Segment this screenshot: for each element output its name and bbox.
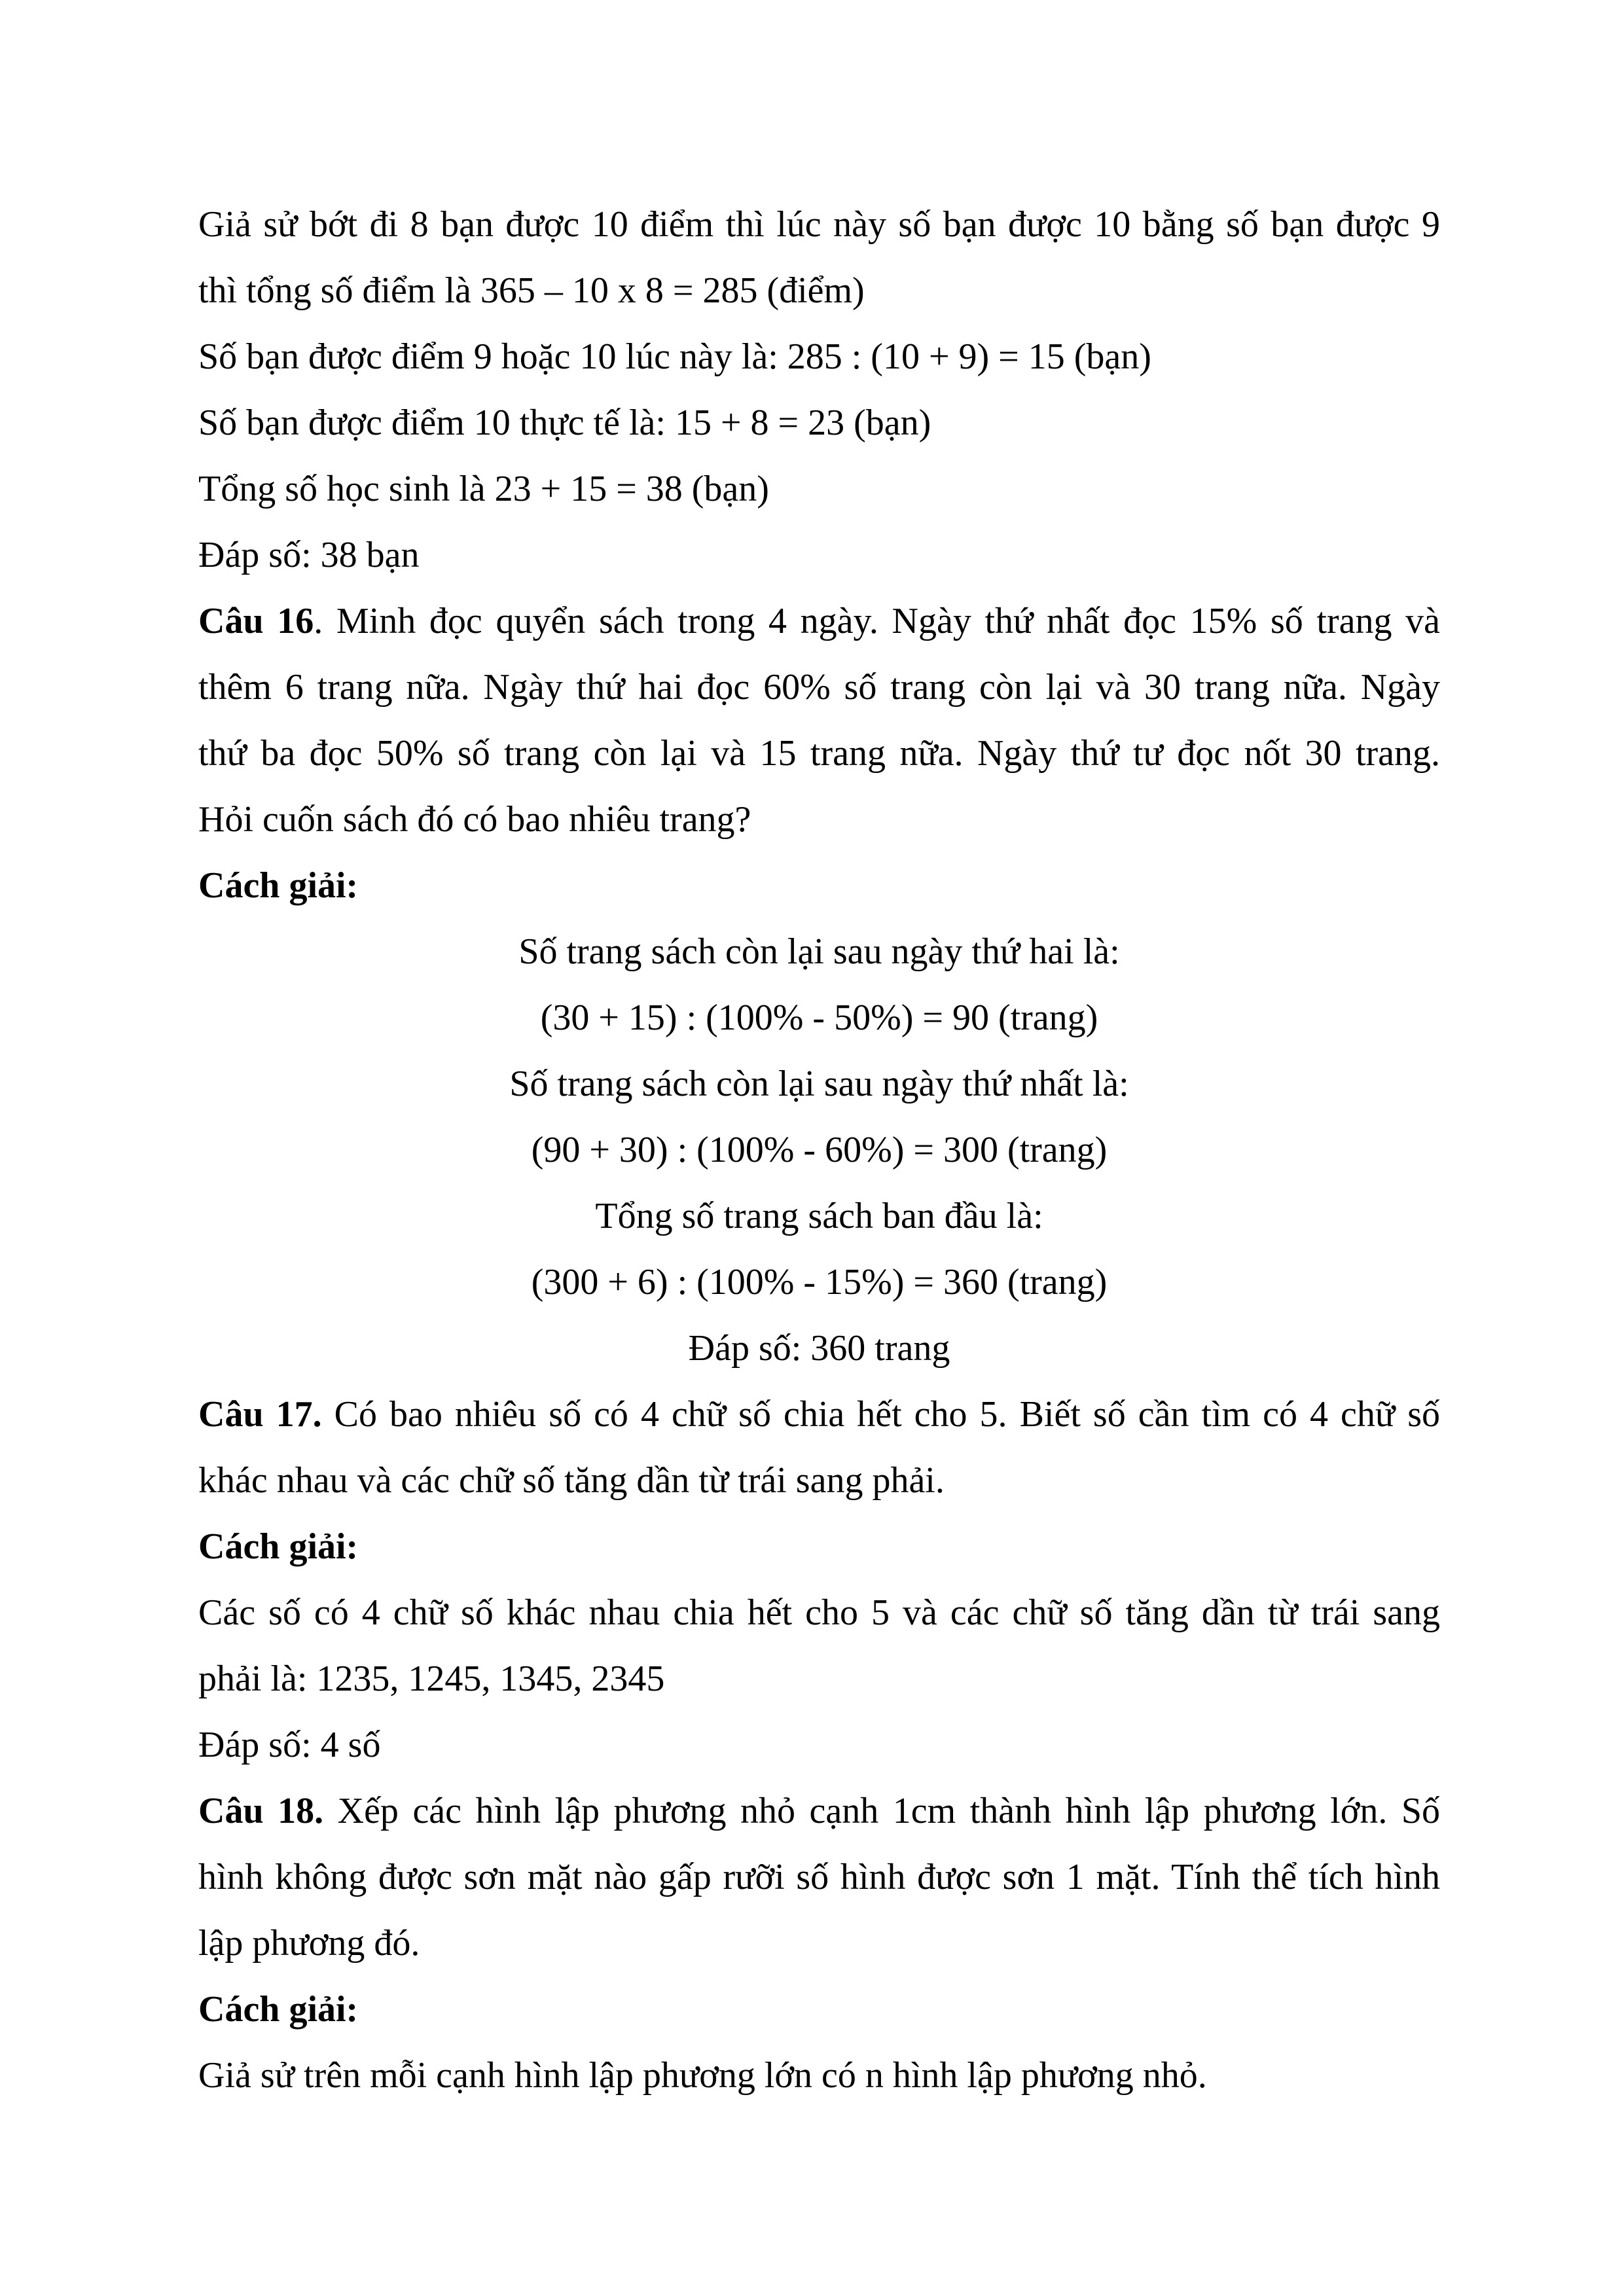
- answer-line: Đáp số: 4 số: [198, 1725, 381, 1765]
- solution-line: Số trang sách còn lại sau ngày thứ hai là:: [518, 931, 1120, 972]
- solution-line: (30 + 15) : (100% - 50%) = 90 (trang): [540, 997, 1098, 1038]
- question-text-line: thêm 6 trang nữa. Ngày thứ hai đọc 60% số trang còn lại và 30 trang nữa. Ngày: [198, 667, 1440, 708]
- solution-heading: Cách giải:: [198, 865, 359, 906]
- solution-line: Giả sử trên mỗi cạnh hình lập phương lớn có n hình lập phương nhỏ.: [198, 2055, 1207, 2096]
- question-text: Có bao nhiêu số có 4 chữ số chia hết cho 5. Biết số cần tìm có 4 chữ số: [321, 1394, 1441, 1435]
- text-line: Số bạn được điểm 10 thực tế là: 15 + 8 = 23 (bạn): [198, 403, 931, 443]
- question-text: . Minh đọc quyển sách trong 4 ngày. Ngày thứ nhất đọc 15% số trang và: [314, 601, 1440, 641]
- answer-line: Đáp số: 38 bạn: [198, 535, 420, 575]
- solution-heading: Cách giải:: [198, 1989, 359, 2030]
- question-16: [198, 588, 1440, 1382]
- solution-line: Tổng số trang sách ban đầu là:: [595, 1196, 1043, 1236]
- text-line: thì tổng số điểm là 365 – 10 x 8 = 285 (điểm): [198, 270, 865, 311]
- solution-line: (300 + 6) : (100% - 15%) = 360 (trang): [531, 1262, 1108, 1302]
- solution-line: Số trang sách còn lại sau ngày thứ nhất là:: [509, 1064, 1129, 1104]
- question-text-line: Hỏi cuốn sách đó có bao nhiêu trang?: [198, 799, 751, 840]
- solution-line: phải là: 1235, 1245, 1345, 2345: [198, 1659, 665, 1699]
- question-text: Xếp các hình lập phương nhỏ cạnh 1cm thành hình lập phương lớn. Số: [323, 1791, 1440, 1831]
- solution-heading: Cách giải:: [198, 1526, 359, 1567]
- question-label: Câu 18.: [198, 1791, 324, 1831]
- question-text-line: lập phương đó.: [198, 1923, 420, 1964]
- answer-line: Đáp số: 360 trang: [688, 1328, 950, 1369]
- text-line: Giả sử bớt đi 8 bạn được 10 điểm thì lúc này số bạn được 10 bằng số bạn được 9: [198, 204, 1440, 245]
- solution-line: (90 + 30) : (100% - 60%) = 300 (trang): [531, 1130, 1108, 1170]
- question-17: [198, 1382, 1440, 1778]
- question-label: Câu 17.: [198, 1394, 322, 1435]
- text-line: Tổng số học sinh là 23 + 15 = 38 (bạn): [198, 469, 769, 509]
- previous-solution: [198, 192, 1440, 588]
- question-first-line: [198, 1382, 1440, 1448]
- question-text-line: khác nhau và các chữ số tăng dần từ trái sang phải.: [198, 1460, 945, 1501]
- document-page: [198, 192, 1440, 2109]
- solution-line: Các số có 4 chữ số khác nhau chia hết cho 5 và các chữ số tăng dần từ trái sang: [198, 1592, 1440, 1633]
- question-first-line: [198, 588, 1440, 655]
- question-18: [198, 1778, 1440, 2109]
- text-line: Số bạn được điểm 9 hoặc 10 lúc này là: 285 : (10 + 9) = 15 (bạn): [198, 336, 1151, 377]
- question-label: Câu 16: [198, 601, 314, 641]
- question-text-line: thứ ba đọc 50% số trang còn lại và 15 trang nữa. Ngày thứ tư đọc nốt 30 trang.: [198, 733, 1440, 774]
- question-first-line: [198, 1778, 1440, 1844]
- question-text-line: hình không được sơn mặt nào gấp rưỡi số hình được sơn 1 mặt. Tính thể tích hình: [198, 1857, 1440, 1897]
